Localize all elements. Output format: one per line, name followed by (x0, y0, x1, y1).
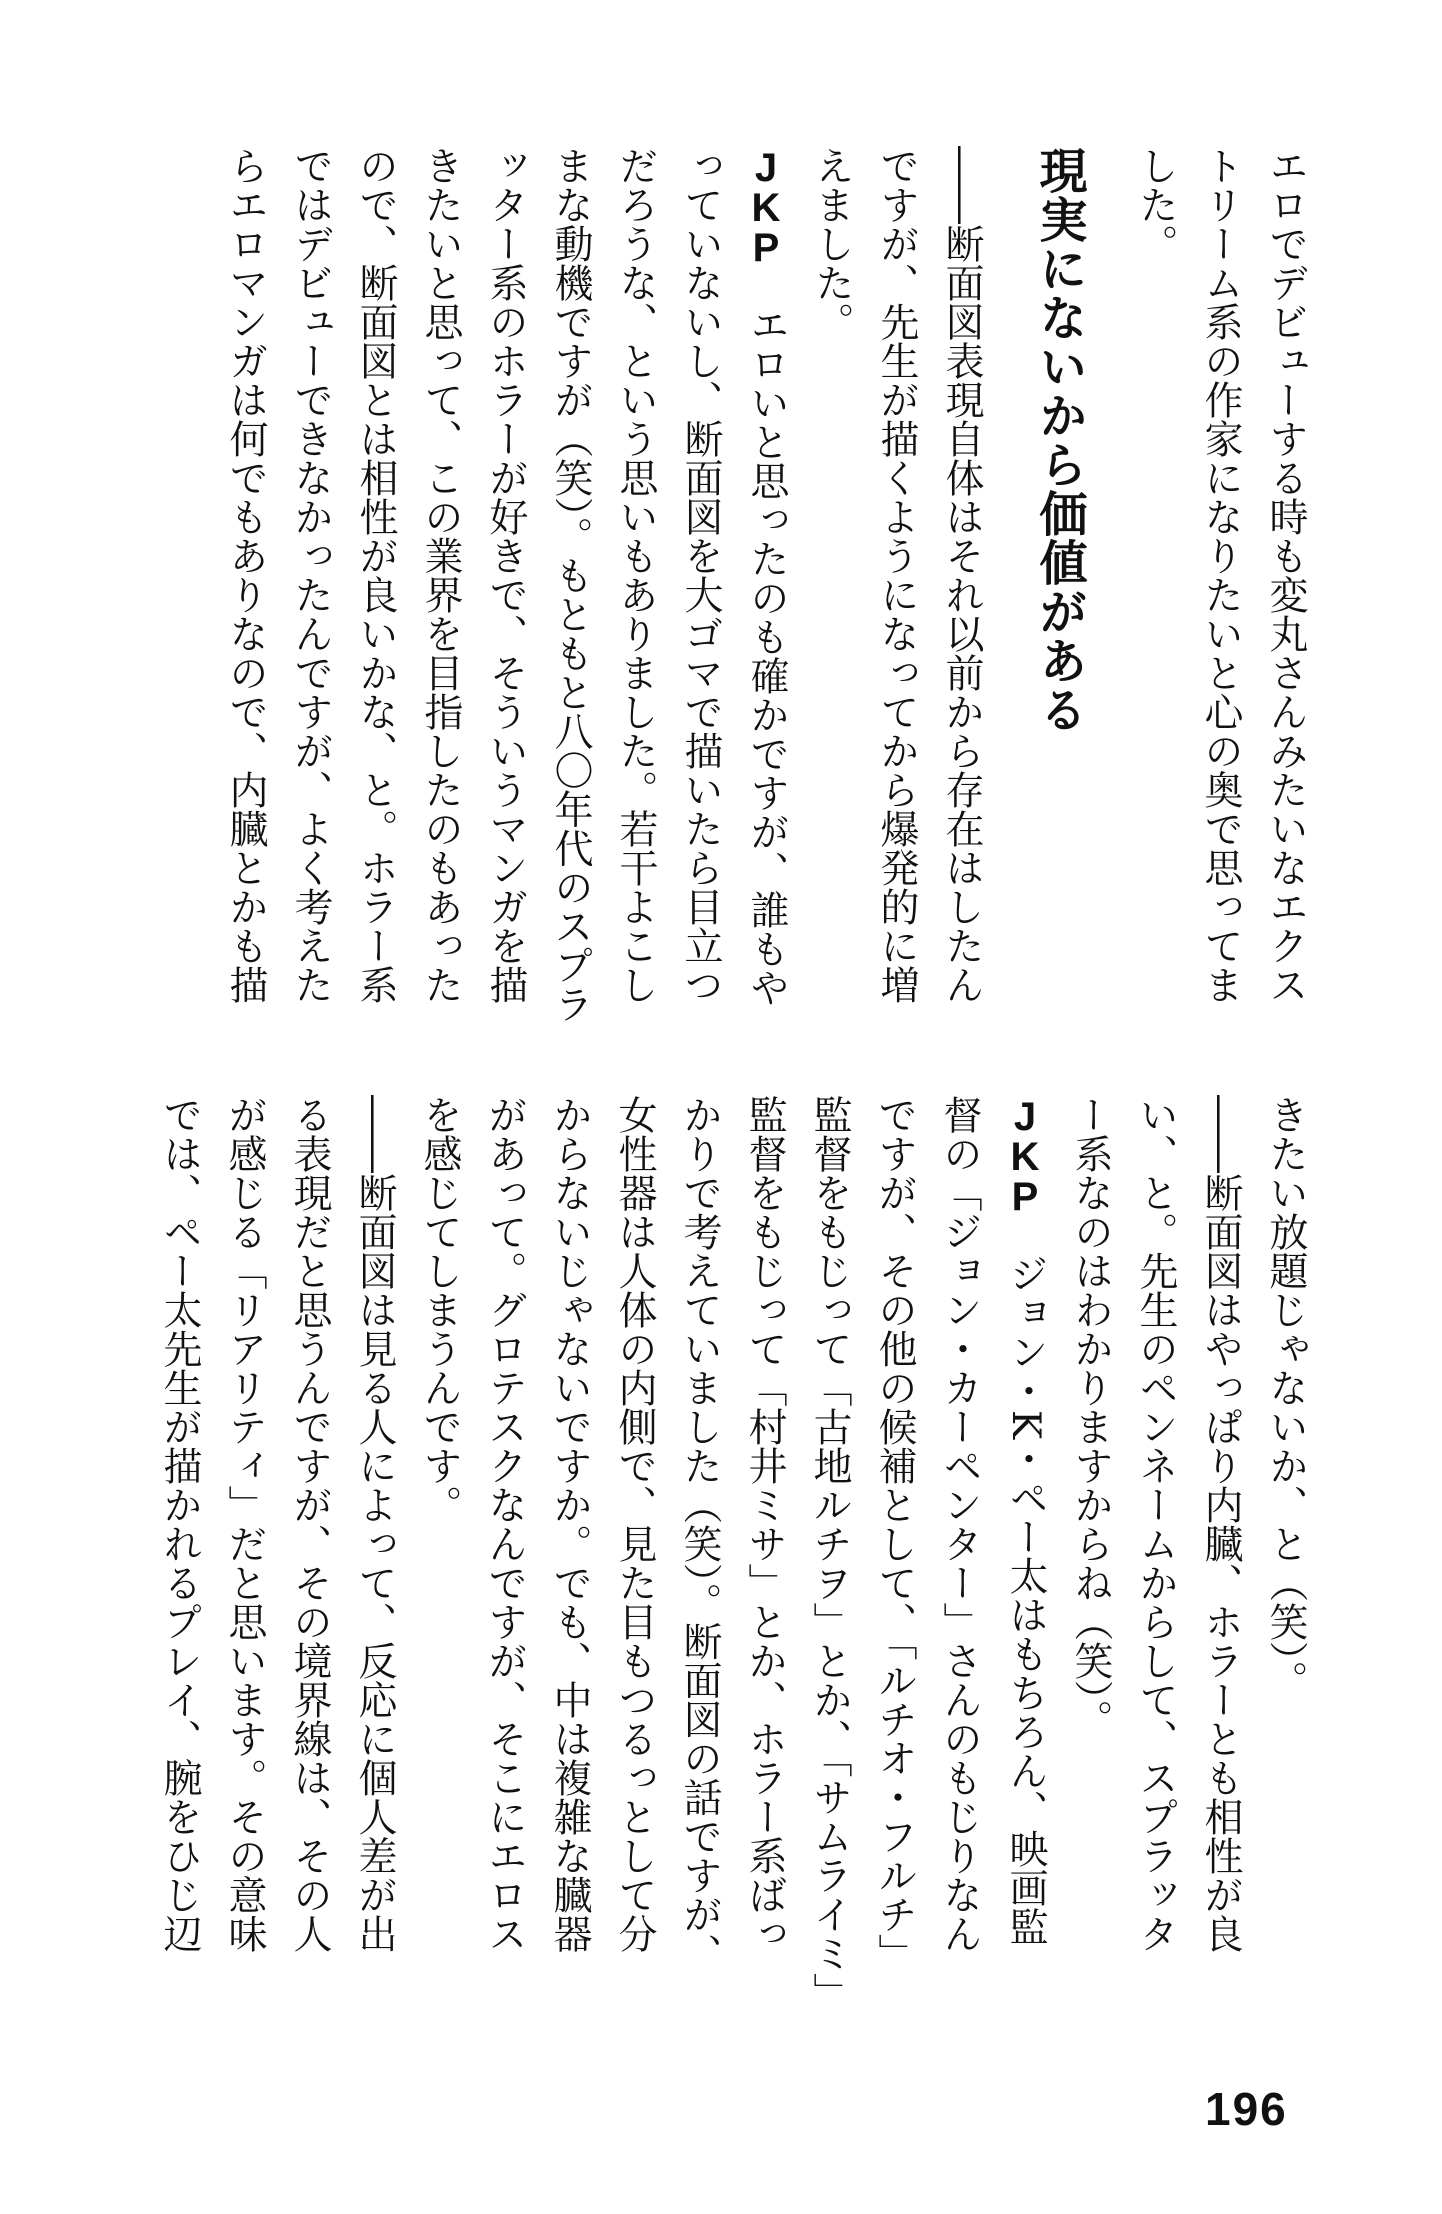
text-line: る表現だと思うんですが、その境界線は、その人 (287, 1095, 332, 1953)
text-line: 監督をもじって「村井ミサ」とか、ホラー系ばっ (742, 1095, 787, 1953)
text-line: らエロマンガは何でもありなので、内臓とかも描 (223, 146, 268, 1004)
text-line: ではデビューできなかったんですが、よく考えた (288, 146, 333, 1004)
speaker-line (992, 1095, 1058, 1965)
text-line: を感じてしまうんです。 (417, 1095, 462, 1524)
text-block-bottom (147, 1095, 1318, 2012)
text-line: きたい放題じゃないか、と（笑）。 (1263, 1095, 1308, 1700)
text-line: ッター系のホラーが好きで、そういうマンガを描 (483, 146, 528, 1004)
text-line: だろうな、という思いもありました。若干よこし (613, 146, 658, 1004)
text-line: い、と。先生のペンネームからして、スプラッタ (1133, 1095, 1178, 1953)
speaker-label: JKP (1003, 1095, 1047, 1215)
text-line: っていないし、断面図を大ゴマで描いたら目立つ (678, 146, 723, 1004)
text-line: えました。 (809, 146, 854, 341)
page-number: 196 (1205, 2083, 1288, 2135)
text-line: 督の「ジョン・カーペンター」さんのもじりなん (937, 1095, 982, 1953)
text-line: が感じる「リアリティ」だと思います。その意味 (222, 1095, 267, 1953)
text-line: きたいと思って、この業界を目指したのもあった (418, 146, 463, 1004)
speaker-text: ジョン・K・ペー太はもちろん、映画監 (1003, 1215, 1048, 1947)
text-line: 女性器は人体の内側で、見た目もつるっとして分 (612, 1095, 657, 1953)
text-line: ので、断面図とは相性が良いかな、と。ホラー系 (353, 146, 398, 1004)
text-line: ――断面図はやっぱり内臓、ホラーとも相性が良 (1198, 1095, 1243, 1953)
text-line: ――断面図表現自体はそれ以前から存在はしたん (939, 146, 984, 1004)
text-block-top (213, 146, 1318, 1024)
text-line: ですが、先生が描くようになってから爆発的に増 (874, 146, 919, 1004)
text-line: では、ペー太先生が描かれるプレイ、腕をひじ辺 (157, 1095, 202, 1953)
text-line: からないじゃないですか。でも、中は複雑な臓器 (547, 1095, 592, 1953)
speaker-label: JKP (744, 146, 788, 266)
text-line: ー系なのはわかりますからね（笑）。 (1068, 1095, 1113, 1739)
text-line: した。 (1133, 146, 1178, 263)
text-line: ――断面図は見る人によって、反応に個人差が出 (352, 1095, 397, 1953)
text-line: トリーム系の作家になりたいと心の奥で思ってま (1198, 146, 1243, 1004)
text-line: があって。グロテスクなんですが、そこにエロス (482, 1095, 527, 1953)
text-line: エロでデビューする時も変丸さんみたいなエクス (1263, 146, 1308, 1004)
speaker-line (733, 146, 799, 1016)
text-line: 監督をもじって「古地ルチヲ」とか、「サムライミ」 (807, 1095, 852, 2012)
text-line: まな動機ですが（笑）。もともと八〇年代のスプラ (548, 146, 593, 1024)
text-line: かりで考えていました（笑）。断面図の話ですが、 (677, 1095, 722, 1973)
speaker-text: エロいと思ったのも確かですが、誰もや (744, 266, 789, 1007)
text-line: ですが、その他の候補として、「ルチオ・フルチ」 (872, 1095, 917, 1973)
section-heading: 現実にないから価値がある (1031, 146, 1087, 734)
